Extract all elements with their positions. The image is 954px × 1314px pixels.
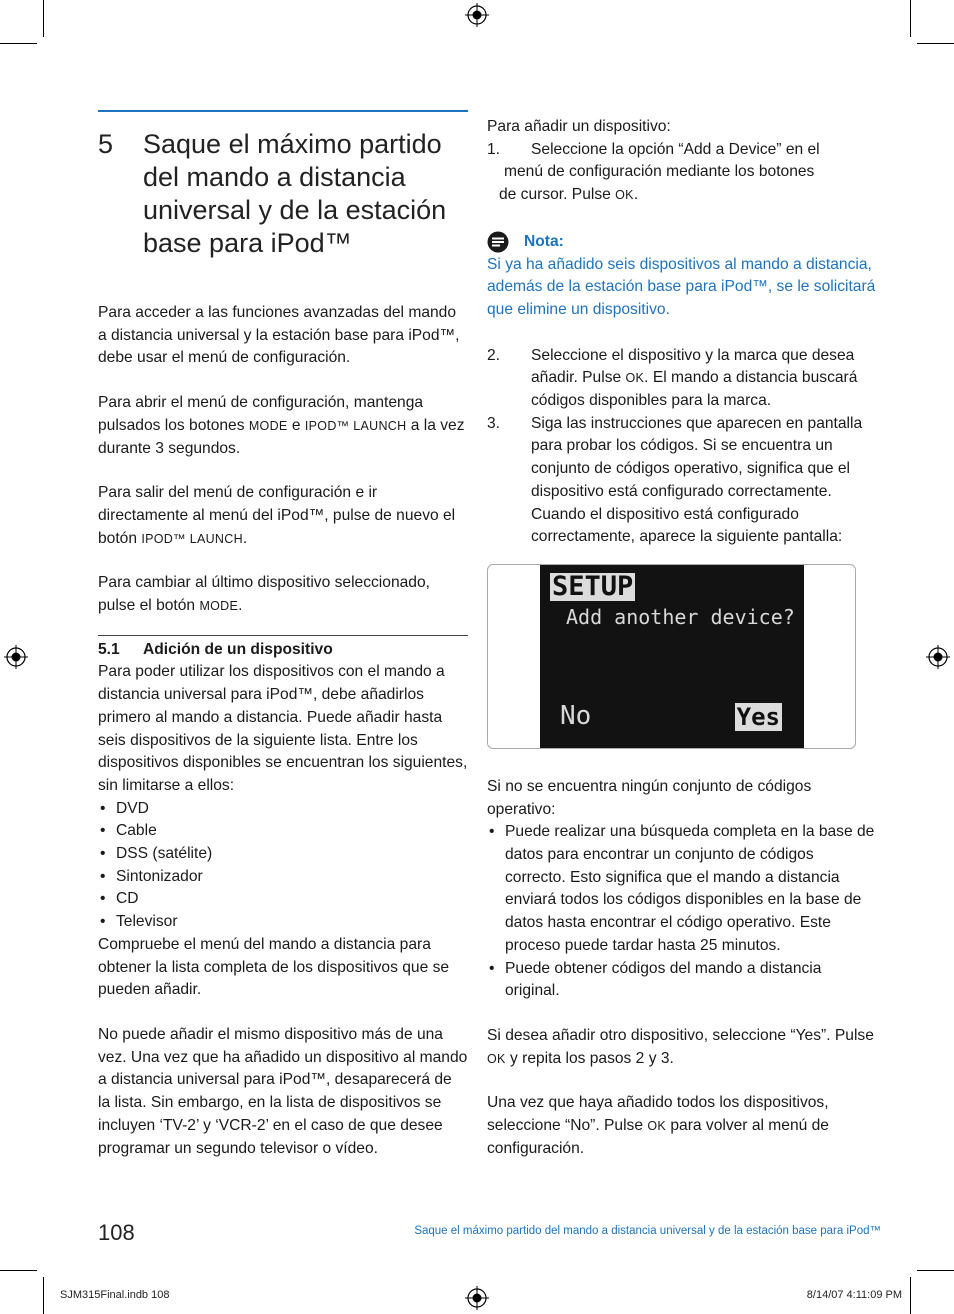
- ok-button-label: OK: [625, 371, 645, 386]
- setup-screen-display: [540, 565, 804, 748]
- intro-paragraph: Para acceder a las funciones avanzadas del mando a distancia universal y la estación base para iPod™, debe usar el menú de configuración.: [98, 304, 460, 367]
- chapter-title-line: universal y de la estación: [143, 195, 447, 225]
- running-footer-title: Saque el máximo partido del mando a distancia universal y de la estación base para iPod™: [414, 1225, 881, 1237]
- step-number: 3.: [487, 414, 501, 432]
- crop-mark: [917, 43, 954, 44]
- step-text: Seleccione el dispositivo y la marca que desea añadir. Pulse OK. El mando a distancia buscará códigos disponibles para la marca.: [531, 346, 858, 410]
- note-text: Si ya ha añadido seis dispositivos al mando a distancia, además de la estación base para iPod™, se le solicitará que elimine un dispositivo.: [487, 255, 876, 318]
- step-number: 1.: [487, 140, 501, 158]
- list-item: • Televisor: [98, 911, 468, 934]
- section-heading: [98, 639, 468, 662]
- chapter-heading: [98, 128, 468, 260]
- note-heading: [487, 231, 877, 254]
- add-device-intro: Para añadir un dispositivo:: [487, 118, 671, 135]
- ipod-launch-button-label: IPOD™ LAUNCH: [304, 418, 407, 433]
- step-text: de cursor. Pulse OK.: [499, 186, 639, 204]
- screen-option-yes: Yes: [736, 702, 780, 731]
- setup-screen-figure: [487, 564, 856, 749]
- duplicate-device-paragraph: No puede añadir el mismo dispositivo más de una vez. Una vez que ha añadido un dispositivo al mando a distancia universal para iPod™, desaparecerá de la lista. Sin embargo, en la lista de dispositivos se incluyen ‘TV-2’ y ‘VCR-2’ en el caso de que desee programar un segundo televisor o vídeo.: [98, 1025, 468, 1157]
- crop-mark: [910, 0, 911, 37]
- list-item: • Cable: [98, 820, 468, 843]
- registration-mark-icon: [4, 645, 28, 669]
- list-item: • CD: [98, 888, 468, 911]
- chapter-title-line: base para iPod™: [143, 228, 352, 258]
- list-item: • Puede realizar una búsqueda completa en la base de datos para encontrar un conjunto de códigos correcto. Esto significa que el mando a distancia enviará todos los códigos disponibles en la base de datos hasta encontrar el código operativo. Este proceso puede tardar hasta 25 minutos.: [487, 821, 877, 957]
- chapter-title-line: del mando a distancia: [143, 162, 406, 192]
- registration-mark-icon: [465, 1286, 489, 1310]
- note-icon: [487, 231, 509, 253]
- list-item: • DVD: [98, 798, 468, 821]
- step-1: [487, 139, 877, 162]
- screen-question: Add another device?: [566, 604, 795, 629]
- registration-mark-icon: [926, 645, 950, 669]
- add-another-paragraph: Si desea añadir otro dispositivo, seleccione “Yes”. Pulse OK y repita los pasos 2 y 3.: [487, 1026, 874, 1067]
- list-item: • Puede obtener códigos del mando a distancia original.: [487, 958, 877, 1003]
- ok-button-label: OK: [615, 188, 634, 203]
- list-item: • Sintonizador: [98, 866, 468, 889]
- screen-option-no: No: [560, 700, 592, 731]
- crop-mark: [43, 0, 44, 37]
- step-2: [487, 345, 877, 413]
- registration-mark-icon: [465, 3, 489, 27]
- crop-mark: [43, 1277, 44, 1314]
- check-menu-paragraph: Compruebe el menú del mando a distancia para obtener la lista completa de los dispositivos que se pueden añadir.: [98, 935, 450, 999]
- section-number: 5.1: [98, 640, 120, 658]
- chapter-title: [143, 128, 446, 260]
- crop-mark: [0, 43, 37, 44]
- list-item: • DSS (satélite): [98, 843, 468, 866]
- chapter-rule: [98, 110, 468, 112]
- section-title: Adición de un dispositivo: [143, 640, 333, 658]
- step-text: menú de configuración mediante los botones: [504, 163, 815, 181]
- chapter-number: 5: [98, 129, 114, 159]
- finish-paragraph: Una vez que haya añadido todos los dispositivos, seleccione “No”. Pulse OK para volver al menú de configuración.: [487, 1094, 829, 1157]
- step-text: Siga las instrucciones que aparecen en pantalla para probar los códigos. Si se encuentra un conjunto de códigos operativo, significa que el dispositivo está configurado correctamente. Cuando el dispositivo está configurado correctamente, aparece la siguiente pantalla:: [531, 414, 863, 546]
- crop-mark: [910, 1277, 911, 1314]
- step-3: [487, 413, 877, 549]
- section-rule: [98, 635, 468, 636]
- note-title: Nota:: [524, 232, 564, 250]
- change-device-paragraph: Para cambiar al último dispositivo seleccionado, pulse el botón MODE.: [98, 574, 430, 615]
- mode-button-label: MODE: [199, 599, 239, 614]
- screen-title: SETUP: [552, 570, 634, 602]
- step-number: 2.: [487, 346, 501, 364]
- exit-menu-paragraph: Para salir del menú de configuración e ir directamente al menú del iPod™, pulse de nuevo el botón IPOD™ LAUNCH.: [98, 484, 456, 547]
- ipod-launch-button-label: IPOD™ LAUNCH: [141, 531, 243, 546]
- crop-mark: [0, 1270, 37, 1271]
- page-number: 108: [98, 1220, 135, 1245]
- chapter-title-line: Saque el máximo partido: [143, 129, 442, 159]
- device-list: [98, 798, 468, 934]
- open-menu-paragraph: Para abrir el menú de configuración, mantenga pulsados los botones MODE e IPOD™ LAUNCH a la vez durante 3 segundos.: [98, 394, 465, 457]
- mode-button-label: MODE: [248, 418, 288, 433]
- not-found-options-list: [487, 821, 877, 1003]
- slug-file-info: SJM315Final.indb 108: [60, 1289, 170, 1301]
- step-text: Seleccione la opción “Add a Device” en el: [531, 140, 820, 158]
- left-column: [98, 110, 468, 1160]
- slug-date-info: 8/14/07 4:11:09 PM: [806, 1289, 902, 1301]
- ok-button-label: OK: [487, 1051, 506, 1066]
- crop-mark: [917, 1270, 954, 1271]
- add-device-paragraph: Para poder utilizar los dispositivos con el mando a distancia universal para iPod™, debe añadirlos primero al mando a distancia. Puede añadir hasta seis dispositivos de la siguiente lista. Entre los dispositivos disponibles se encuentran los siguientes, sin limitarse a ellos:: [98, 663, 468, 794]
- right-column: [487, 116, 877, 1161]
- ok-button-label: OK: [647, 1119, 667, 1134]
- not-found-paragraph: Si no se encuentra ningún conjunto de códigos operativo:: [487, 777, 812, 818]
